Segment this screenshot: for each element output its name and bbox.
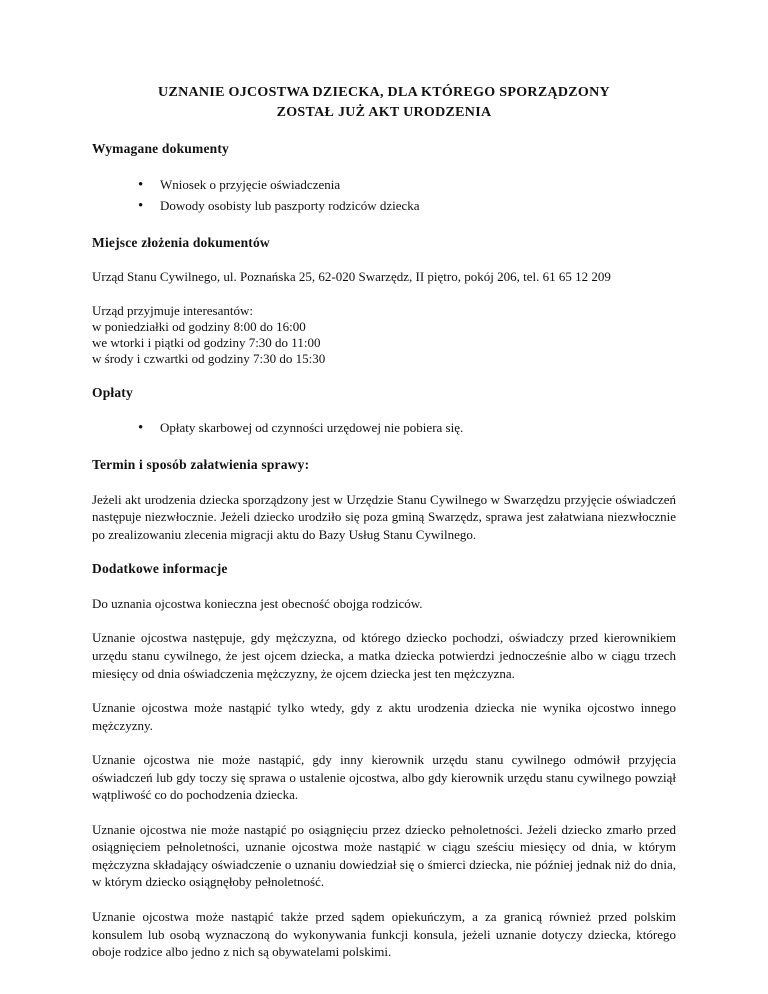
list-item xyxy=(138,175,676,196)
office-hours-intro: Urząd przyjmuje interesantów: xyxy=(92,302,253,318)
office-hours-line: we wtorki i piątki od godziny 7:30 do 11:00 xyxy=(92,334,321,350)
additional-info-paragraph: Uznanie ojcostwa nie może nastąpić, gdy inny kierownik urzędu stanu cywilnego odmówił przyjęcia oświadczeń lub gdy toczy się sprawa o ustalenie ojcostwa, albo gdy kierownik urzędu stanu cywilnego powziął wątpliwość co do pochodzenia dziecka. xyxy=(92,752,676,803)
title-line-1: UZNANIE OJCOSTWA DZIECKA, DLA KTÓREGO SPORZĄDZONY xyxy=(158,85,610,100)
bullet-icon xyxy=(138,419,160,439)
office-hours-line: w poniedziałki od godziny 8:00 do 16:00 xyxy=(92,318,306,334)
bullet-icon xyxy=(138,176,160,196)
office-hours-line: w środy i czwartki od godziny 7:30 do 15:30 xyxy=(92,350,326,366)
title-line-2: ZOSTAŁ JUŻ AKT URODZENIA xyxy=(276,105,492,120)
additional-info-paragraph: Uznanie ojcostwa nie może nastąpić po osiągnięciu przez dziecko pełnoletności. Jeżeli dziecko zmarło przed osiągnięciem pełnoletności, uznanie ojcostwa może nastąpić w ciągu sześciu miesięcy od dnia, w którym mężczyzna składający oświadczenie o uznaniu dowiedział się o śmierci dziecka, nie później jednak niż do dnia, w którym dziecko osiągnęłoby pełnoletność. xyxy=(92,821,676,890)
heading-submission-place: Miejsce złożenia dokumentów xyxy=(92,234,270,250)
additional-info-paragraph: Uznanie ojcostwa może nastąpić tylko wtedy, gdy z aktu urodzenia dziecka nie wynika ojcostwo innego mężczyzny. xyxy=(92,700,676,733)
document-title xyxy=(92,83,676,123)
office-hours xyxy=(92,303,676,367)
office-address: Urząd Stanu Cywilnego, ul. Poznańska 25, 62-020 Swarzędz, II piętro, pokój 206, tel. 61 65 12 209 xyxy=(92,269,611,285)
list-item-text: Dowody osobisty lub paszporty rodziców dziecka xyxy=(160,197,420,213)
list-item-text: Wniosek o przyjęcie oświadczenia xyxy=(160,176,341,192)
additional-info-paragraph: Do uznania ojcostwa konieczna jest obecność obojga rodziców. xyxy=(92,595,423,611)
heading-additional-info: Dodatkowe informacje xyxy=(92,561,228,577)
bullet-icon xyxy=(138,197,160,217)
heading-required-documents: Wymagane dokumenty xyxy=(92,141,229,156)
heading-fees: Opłaty xyxy=(92,384,133,400)
required-documents-list xyxy=(92,175,676,217)
list-item xyxy=(138,196,676,217)
list-item-text: Opłaty skarbowej od czynności urzędowej nie pobiera się. xyxy=(160,420,464,436)
additional-info-paragraph: Uznanie ojcostwa następuje, gdy mężczyzna, od którego dziecko pochodzi, oświadczy przed kierownikiem urzędu stanu cywilnego, że jest ojcem dziecka, a matka dziecka potwierdzi jednocześnie albo w ciągu trzech miesięcy od dnia oświadczenia mężczyzny, że ojcem dziecka jest ten mężczyzna. xyxy=(92,630,676,681)
fees-list xyxy=(92,418,676,439)
heading-processing-time: Termin i sposób załatwienia sprawy: xyxy=(92,457,310,473)
list-item xyxy=(138,418,676,439)
processing-paragraph: Jeżeli akt urodzenia dziecka sporządzony jest w Urzędzie Stanu Cywilnego w Swarzędzu przyjęcie oświadczeń następuje niezwłocznie. Jeżeli dziecko urodziło się poza gminą Swarzędz, sprawa jest załatwiana niezwłocznie po zrealizowaniu zlecenia migracji aktu do Bazy Usług Stanu Cywilnego. xyxy=(92,491,676,542)
additional-info-paragraph: Uznanie ojcostwa może nastąpić także przed sądem opiekuńczym, a za granicą również przed polskim konsulem lub osobą wyznaczoną do wykonywania funkcji konsula, jeżeli uznanie dotyczy dziecka, którego oboje rodzice albo jedno z nich są obywatelami polskimi. xyxy=(92,909,676,960)
